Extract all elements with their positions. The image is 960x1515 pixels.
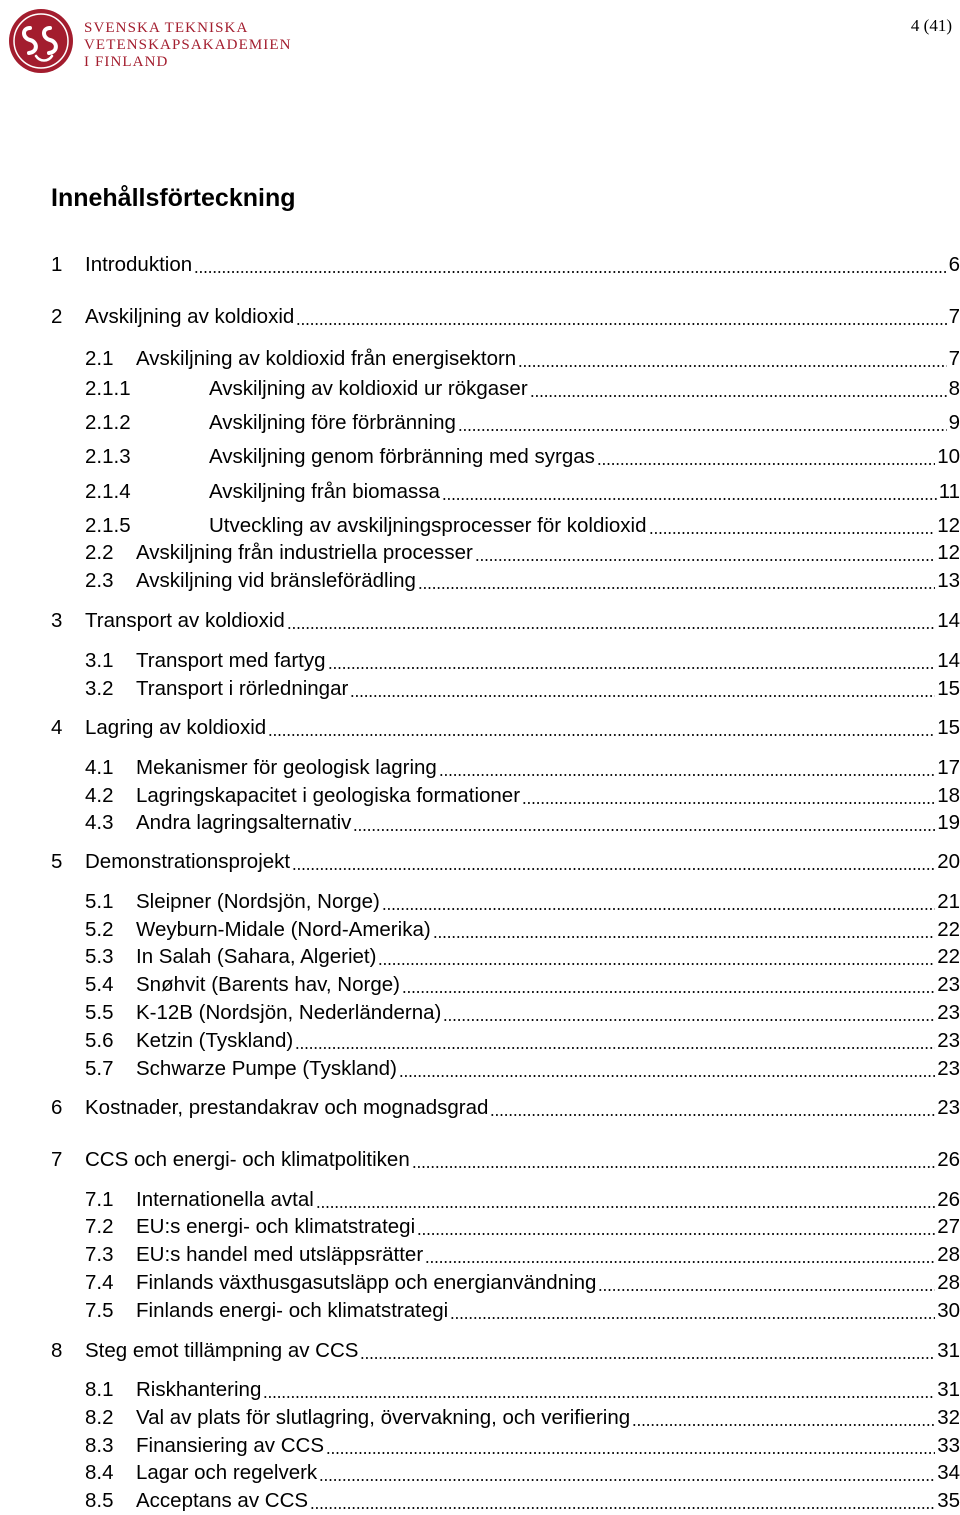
- toc-entry-label: In Salah (Sahara, Algeriet): [136, 945, 377, 968]
- toc-dot-leader: [598, 1289, 935, 1291]
- toc-entry-page: 13: [937, 569, 960, 592]
- toc-entry-label: EU:s energi- och klimatstrategi: [136, 1215, 416, 1238]
- toc-entry-label: Sleipner (Nordsjön, Norge): [136, 890, 380, 913]
- toc-entry-number: 5.7: [85, 1057, 114, 1080]
- toc-dot-leader: [425, 1261, 935, 1263]
- toc-entry-number: 2: [51, 305, 63, 328]
- page-number: 4 (41): [910, 16, 952, 35]
- toc-entry-page: 22: [937, 945, 960, 968]
- toc-dot-leader: [442, 498, 937, 500]
- toc-entry-page: 26: [937, 1188, 960, 1211]
- toc-entry-number: 2.2: [85, 541, 114, 564]
- toc-entry-number: 4.3: [85, 811, 114, 834]
- toc-entry-number: 8.2: [85, 1406, 114, 1429]
- toc-entry-label: Avskiljning från biomassa: [209, 480, 440, 503]
- toc-entry-number: 2.1: [85, 347, 114, 370]
- toc-dot-leader: [292, 868, 935, 870]
- toc-entry-number: 7.3: [85, 1243, 114, 1266]
- academy-name-line: SVENSKA TEKNISKA: [84, 20, 249, 36]
- toc-entry-label: Avskiljning genom förbränning med syrgas: [209, 445, 595, 468]
- toc-entry-number: 3: [51, 609, 63, 632]
- toc-entry-label: Weyburn-Midale (Nord-Amerika): [136, 918, 431, 941]
- toc-dot-leader: [632, 1424, 935, 1426]
- toc-entry-label: EU:s handel med utsläppsrätter: [136, 1243, 424, 1266]
- toc-entry-label: Lagar och regelverk: [136, 1461, 318, 1484]
- toc-entry-page: 12: [937, 514, 960, 537]
- toc-entry[interactable]: [0, 1027, 960, 1055]
- toc-entry-number: 8.3: [85, 1434, 114, 1457]
- toc-entry-page: 11: [938, 480, 960, 503]
- toc-entry-page: 17: [937, 756, 960, 779]
- toc-entry[interactable]: [0, 754, 960, 782]
- toc-entry-page: 26: [937, 1148, 960, 1171]
- toc-entry-label: Avskiljning före förbränning: [209, 411, 456, 434]
- toc-dot-leader: [319, 1479, 935, 1481]
- toc-entry[interactable]: [0, 1241, 960, 1269]
- academy-logo-icon: [8, 8, 74, 74]
- toc-entry-page: 8: [948, 377, 960, 400]
- toc-entry-page: 23: [937, 1029, 960, 1052]
- toc-entry-number: 8: [51, 1339, 63, 1362]
- academy-name: [84, 20, 292, 71]
- toc-entry-page: 6: [948, 253, 960, 276]
- toc-dot-leader: [530, 395, 947, 397]
- toc-dot-leader: [450, 1317, 935, 1319]
- toc-dot-leader: [597, 463, 935, 465]
- toc-dot-leader: [475, 559, 935, 561]
- toc-entry[interactable]: [0, 409, 960, 437]
- academy-name-line: I FINLAND: [84, 54, 169, 70]
- toc-entry-label: CCS och energi- och klimatpolitiken: [85, 1148, 410, 1171]
- toc-entry-page: 9: [948, 411, 960, 434]
- toc-dot-leader: [194, 271, 946, 273]
- toc-entry-number: 5.2: [85, 918, 114, 941]
- toc-entry-page: 21: [937, 890, 960, 913]
- toc-entry-page: 14: [937, 649, 960, 672]
- toc-entry-number: 5.3: [85, 945, 114, 968]
- toc-dot-leader: [328, 667, 936, 669]
- toc-entry-label: Riskhantering: [136, 1378, 262, 1401]
- toc-entry-label: Utveckling av avskiljningsprocesser för koldioxid: [209, 514, 647, 537]
- toc-entry-page: 32: [937, 1406, 960, 1429]
- toc-entry-label: Finansiering av CCS: [136, 1434, 324, 1457]
- toc-entry-number: 8.1: [85, 1378, 114, 1401]
- toc-dot-leader: [439, 774, 935, 776]
- toc-entry-label: K-12B (Nordsjön, Nederländerna): [136, 1001, 442, 1024]
- toc-entry-label: Demonstrationsprojekt: [85, 850, 291, 873]
- toc-entry-number: 7.5: [85, 1299, 114, 1322]
- toc-entry[interactable]: [0, 714, 960, 742]
- toc-entry-label: Finlands energi- och klimatstrategi: [136, 1299, 449, 1322]
- toc-entry-number: 7.2: [85, 1215, 114, 1238]
- toc-entry-page: 19: [937, 811, 960, 834]
- toc-entry-number: 2.1.3: [85, 445, 131, 468]
- toc-entry-number: 3.2: [85, 677, 114, 700]
- toc-entry-page: 35: [937, 1489, 960, 1512]
- toc-entry-page: 7: [948, 305, 960, 328]
- toc-entry-page: 22: [937, 918, 960, 941]
- toc-dot-leader: [490, 1114, 935, 1116]
- toc-dot-leader: [458, 429, 947, 431]
- toc-entry[interactable]: [0, 1213, 960, 1241]
- toc-entry-page: 15: [937, 677, 960, 700]
- toc-entry-page: 23: [937, 973, 960, 996]
- toc-entry-number: 5.1: [85, 890, 114, 913]
- toc-entry-number: 6: [51, 1096, 63, 1119]
- toc-dot-leader: [433, 936, 936, 938]
- toc-dot-leader: [649, 532, 936, 534]
- toc-entry-number: 2.3: [85, 569, 114, 592]
- toc-entry-label: Avskiljning av koldioxid från energisektorn: [136, 347, 517, 370]
- toc-entry-label: Steg emot tillämpning av CCS: [85, 1339, 359, 1362]
- toc-entry-number: 5: [51, 850, 63, 873]
- toc-entry-page: 23: [937, 1001, 960, 1024]
- toc-entry-label: Avskiljning av koldioxid ur rökgaser: [209, 377, 528, 400]
- toc-dot-leader: [418, 587, 935, 589]
- toc-entry[interactable]: [0, 1094, 960, 1122]
- toc-entry-label: Acceptans av CCS: [136, 1489, 309, 1512]
- toc-entry-number: 7.4: [85, 1271, 114, 1294]
- toc-entry-page: 14: [937, 609, 960, 632]
- toc-entry-number: 2.1.4: [85, 480, 131, 503]
- toc-entry[interactable]: [0, 1146, 960, 1174]
- toc-dot-leader: [402, 991, 935, 993]
- toc-entry[interactable]: [0, 1432, 960, 1460]
- toc-entry-label: Andra lagringsalternativ: [136, 811, 352, 834]
- toc-entry[interactable]: [0, 345, 960, 373]
- toc-title: Innehållsförteckning: [51, 184, 296, 212]
- toc-dot-leader: [287, 627, 935, 629]
- academy-name-line: VETENSKAPSAKADEMIEN: [84, 37, 292, 53]
- toc-dot-leader: [316, 1206, 935, 1208]
- toc-entry-label: Introduktion: [85, 253, 193, 276]
- toc-entry[interactable]: [0, 567, 960, 595]
- toc-dot-leader: [350, 695, 935, 697]
- toc-dot-leader: [353, 829, 935, 831]
- toc-entry[interactable]: [0, 888, 960, 916]
- toc-entry-number: 1: [51, 253, 63, 276]
- toc-entry-label: Finlands växthusgasutsläpp och energianvändning: [136, 1271, 597, 1294]
- toc-entry-number: 3.1: [85, 649, 114, 672]
- toc-entry[interactable]: [0, 1297, 960, 1325]
- toc-entry[interactable]: [0, 1376, 960, 1404]
- toc-dot-leader: [378, 963, 935, 965]
- toc-entry-number: 7.1: [85, 1188, 114, 1211]
- toc-entry-page: 23: [937, 1096, 960, 1119]
- toc-entry-label: Schwarze Pumpe (Tyskland): [136, 1057, 397, 1080]
- toc-entry-page: 31: [937, 1378, 960, 1401]
- toc-entry-label: Avskiljning vid bränsleförädling: [136, 569, 416, 592]
- toc-entry[interactable]: [0, 971, 960, 999]
- toc-entry-number: 4.1: [85, 756, 114, 779]
- toc-dot-leader: [382, 908, 935, 910]
- toc-entry-label: Lagring av koldioxid: [85, 716, 267, 739]
- toc-entry[interactable]: [0, 443, 960, 471]
- toc-entry-page: 12: [937, 541, 960, 564]
- toc-dot-leader: [399, 1075, 935, 1077]
- toc-dot-leader: [263, 1396, 935, 1398]
- toc-entry-page: 30: [937, 1299, 960, 1322]
- toc-entry-page: 28: [937, 1243, 960, 1266]
- toc-entry[interactable]: [0, 916, 960, 944]
- toc-entry-page: 31: [937, 1339, 960, 1362]
- page-header: [0, 0, 960, 90]
- toc-entry-page: 28: [937, 1271, 960, 1294]
- toc-entry-label: Avskiljning från industriella processer: [136, 541, 473, 564]
- toc-dot-leader: [360, 1357, 935, 1359]
- toc-entry-number: 8.5: [85, 1489, 114, 1512]
- toc-entry-page: 27: [937, 1215, 960, 1238]
- toc-entry[interactable]: [0, 607, 960, 635]
- toc-entry-page: 20: [937, 850, 960, 873]
- toc-dot-leader: [295, 1047, 935, 1049]
- toc-entry-label: Transport i rörledningar: [136, 677, 349, 700]
- toc-dot-leader: [326, 1452, 935, 1454]
- toc-entry-number: 2.1.2: [85, 411, 131, 434]
- toc-entry[interactable]: [0, 809, 960, 837]
- toc-entry-label: Mekanismer för geologisk lagring: [136, 756, 437, 779]
- toc-entry-label: Val av plats för slutlagring, övervakning, och verifiering: [136, 1406, 631, 1429]
- toc-entry-label: Transport av koldioxid: [85, 609, 285, 632]
- toc-entry-number: 5.4: [85, 973, 114, 996]
- toc-entry-label: Snøhvit (Barents hav, Norge): [136, 973, 400, 996]
- toc-entry-number: 5.6: [85, 1029, 114, 1052]
- toc-dot-leader: [268, 734, 935, 736]
- toc-entry-number: 4: [51, 716, 63, 739]
- toc-entry-label: Transport med fartyg: [136, 649, 326, 672]
- toc-entry-page: 7: [948, 347, 960, 370]
- toc-entry-number: 8.4: [85, 1461, 114, 1484]
- toc-entry-number: 5.5: [85, 1001, 114, 1024]
- toc-entry-number: 2.1.5: [85, 514, 131, 537]
- toc-entry[interactable]: [0, 1269, 960, 1297]
- toc-entry-page: 23: [937, 1057, 960, 1080]
- toc-entry-label: Kostnader, prestandakrav och mognadsgrad: [85, 1096, 489, 1119]
- toc-entry[interactable]: [0, 512, 960, 540]
- toc-entry-label: Internationella avtal: [136, 1188, 314, 1211]
- toc-entry-page: 10: [937, 445, 960, 468]
- toc-dot-leader: [522, 802, 935, 804]
- toc-entry[interactable]: [0, 1186, 960, 1214]
- toc-entry-number: 7: [51, 1148, 63, 1171]
- toc-entry[interactable]: [0, 943, 960, 971]
- toc-entry[interactable]: [0, 303, 960, 331]
- toc-entry[interactable]: [0, 1459, 960, 1487]
- toc-entry[interactable]: [0, 1487, 960, 1515]
- toc-entry-page: 33: [937, 1434, 960, 1457]
- toc-entry[interactable]: [0, 375, 960, 403]
- toc-entry[interactable]: [0, 539, 960, 567]
- toc-entry-page: 15: [937, 716, 960, 739]
- toc-entry[interactable]: [0, 1055, 960, 1083]
- toc-entry-label: Lagringskapacitet i geologiska formationer: [136, 784, 521, 807]
- toc-entry[interactable]: [0, 675, 960, 703]
- toc-entry-label: Avskiljning av koldioxid: [85, 305, 295, 328]
- toc-entry-number: 2.1.1: [85, 377, 131, 400]
- toc-entry[interactable]: [0, 251, 960, 279]
- toc-entry[interactable]: [0, 999, 960, 1027]
- toc-entry[interactable]: [0, 478, 960, 506]
- toc-dot-leader: [412, 1166, 935, 1168]
- toc-entry[interactable]: [0, 782, 960, 810]
- toc-entry-label: Ketzin (Tyskland): [136, 1029, 294, 1052]
- toc-entry-page: 18: [937, 784, 960, 807]
- toc-entry-page: 34: [937, 1461, 960, 1484]
- toc-dot-leader: [443, 1019, 935, 1021]
- toc-dot-leader: [296, 323, 946, 325]
- toc-dot-leader: [417, 1233, 935, 1235]
- toc-dot-leader: [518, 365, 946, 367]
- toc-entry-number: 4.2: [85, 784, 114, 807]
- toc-entry[interactable]: [0, 848, 960, 876]
- toc-dot-leader: [310, 1507, 935, 1509]
- toc-entry[interactable]: [0, 647, 960, 675]
- toc-entry[interactable]: [0, 1404, 960, 1432]
- toc-entry[interactable]: [0, 1337, 960, 1365]
